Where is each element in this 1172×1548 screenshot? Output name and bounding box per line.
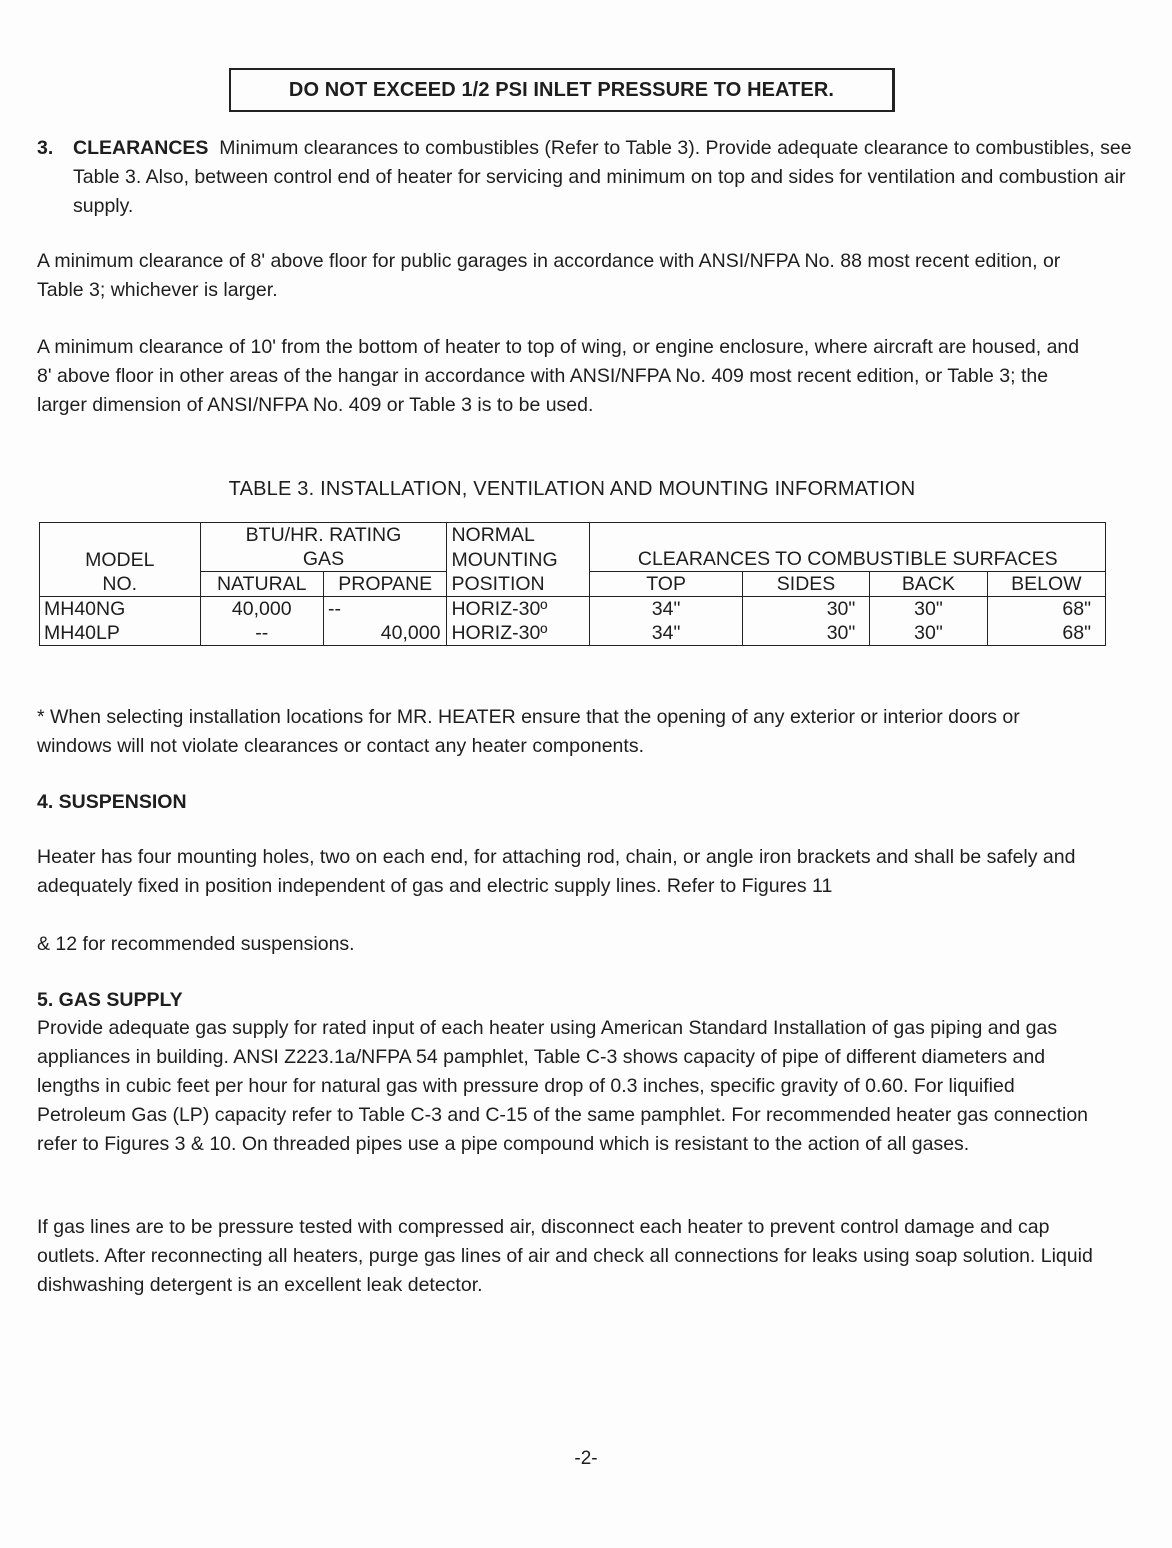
clearances-heading: CLEARANCES xyxy=(73,137,209,159)
position-cell: HORIZ-30º xyxy=(447,621,590,646)
suspension-text-continued: & 12 for recommended suspensions. xyxy=(37,933,355,955)
btu-header-line1: BTU/HR. RATING xyxy=(200,523,447,548)
gas-supply-text: Provide adequate gas supply for rated input of each heater using American Standard Installation of gas piping and gas appliances in building. ANSI Z223.1a/NFPA 54 pamphlet, Table C-3 shows capacity of pipe of different diameters and lengths in cubic feet per hour for natural gas with pressure drop of 0.3 inches, specific gravity of 0.60. For liquified Petroleum Gas (LP) capacity refer to Table C-3 and C-15 of the same pamphlet. For recommended heater gas connection refer to Figures 3 & 10. On threaded pipes use a pipe compound which is resistant to the action of all gases. xyxy=(37,1017,1089,1155)
clearances-section xyxy=(37,134,1133,221)
natural-cell: -- xyxy=(200,621,323,646)
installation-table xyxy=(39,522,1106,646)
top-cell: 34" xyxy=(590,621,742,646)
aircraft-clearance-paragraph: A minimum clearance of 10' from the bottom of heater to top of wing, or engine enclosure, where aircraft are housed, and 8' above floor in other areas of the hangar in accordance with ANSI/NFPA No. 409 most recent edition, or Table 3; the larger dimension of ANSI/NFPA No. 409 or Table 3 is to be used. xyxy=(37,336,1080,416)
table-title xyxy=(0,475,1172,504)
back-header: BACK xyxy=(870,572,987,597)
mounting-header-line2: MOUNTING xyxy=(447,547,590,572)
suspension-text: Heater has four mounting holes, two on each end, for attaching rod, chain, or angle iron brackets and shall be safely and adequately fixed in position independent of gas and electric supply lines. Refer to Figures 11 xyxy=(37,846,1076,897)
table-header-row-2 xyxy=(40,547,1106,572)
pressure-warning-box: DO NOT EXCEED 1/2 PSI INLET PRESSURE TO HEATER. xyxy=(229,68,895,112)
gas-supply-heading: 5. GAS SUPPLY xyxy=(37,989,183,1011)
suspension-heading: 4. SUSPENSION xyxy=(37,791,187,813)
natural-header: NATURAL xyxy=(200,572,323,597)
sides-cell: 30" xyxy=(742,597,870,622)
clearances-header-spacer xyxy=(590,523,1106,548)
table-row xyxy=(40,621,1106,646)
clearances-number: 3. xyxy=(37,137,54,159)
position-cell: HORIZ-30º xyxy=(447,597,590,622)
btu-header-line2: GAS xyxy=(200,547,447,572)
below-cell: 68" xyxy=(987,621,1105,646)
table-header-row-1 xyxy=(40,523,1106,548)
table-row xyxy=(40,597,1106,622)
mounting-header-line1: NORMAL xyxy=(447,523,590,548)
top-header: TOP xyxy=(590,572,742,597)
mounting-header-line3: POSITION xyxy=(447,572,590,597)
pressure-test-paragraph: If gas lines are to be pressure tested with compressed air, disconnect each heater to prevent control damage and cap outlets. After reconnecting all heaters, purge gas lines of air and check all connections for leaks using soap solution. Liquid dishwashing detergent is an excellent leak detector. xyxy=(37,1216,1093,1296)
natural-cell: 40,000 xyxy=(200,597,323,622)
propane-cell: -- xyxy=(323,597,446,622)
top-cell: 34" xyxy=(590,597,742,622)
back-cell: 30" xyxy=(870,597,987,622)
model-header-line2: NO. xyxy=(40,572,201,597)
below-cell: 68" xyxy=(987,597,1105,622)
propane-cell: 40,000 xyxy=(323,621,446,646)
table-title-text: TABLE 3. INSTALLATION, VENTILATION AND MOUNTING INFORMATION xyxy=(228,478,916,500)
sides-header: SIDES xyxy=(742,572,870,597)
propane-header: PROPANE xyxy=(323,572,446,597)
sides-cell: 30" xyxy=(742,621,870,646)
footnote-paragraph: * When selecting installation locations for MR. HEATER ensure that the opening of any exterior or interior doors or windows will not violate clearances or contact any heater components. xyxy=(37,706,1020,757)
page-number: -2- xyxy=(574,1448,598,1469)
model-header-line1: MODEL xyxy=(40,547,201,572)
below-header: BELOW xyxy=(987,572,1105,597)
model-header xyxy=(40,523,201,548)
clearances-header: CLEARANCES TO COMBUSTIBLE SURFACES xyxy=(590,547,1106,572)
garage-clearance-paragraph: A minimum clearance of 8' above floor for public garages in accordance with ANSI/NFPA No. 88 most recent edition, or Table 3; whichever is larger. xyxy=(37,250,1061,301)
model-cell: MH40LP xyxy=(40,621,201,646)
model-cell: MH40NG xyxy=(40,597,201,622)
clearances-text: Minimum clearances to combustibles (Refer to Table 3). Provide adequate clearance to combustibles, see Table 3. Also, between control end of heater for servicing and minimum on top and sides for ventilation and combustion air supply. xyxy=(73,137,1132,217)
table-header-row-3 xyxy=(40,572,1106,597)
back-cell: 30" xyxy=(870,621,987,646)
